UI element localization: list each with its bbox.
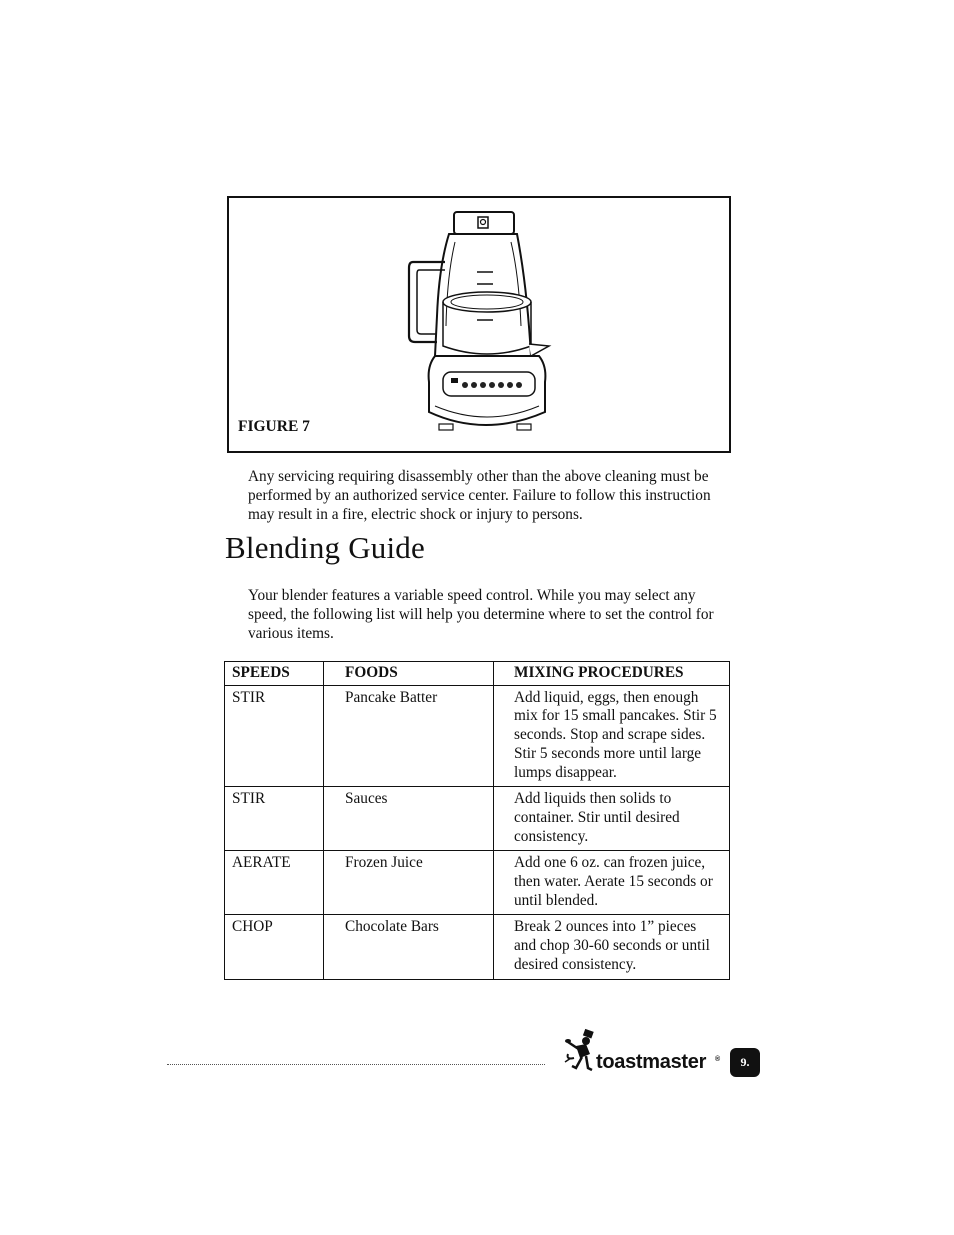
- blending-guide-table: [224, 661, 730, 980]
- cell-food: Chocolate Bars: [324, 915, 494, 979]
- brand-wordmark: toastmaster: [596, 1051, 707, 1073]
- blender-illustration: [399, 206, 559, 438]
- service-note: Any servicing requiring disassembly other than the above cleaning must be performed by an authorized service center. Failure to follow this instruction may result in a fire, electric shock or injury to persons.: [248, 468, 711, 523]
- header-foods: FOODS: [324, 662, 494, 686]
- footer-dotted-rule: [167, 1064, 545, 1065]
- chef-mascot-icon: [562, 1028, 596, 1080]
- figure-label: FIGURE 7: [238, 418, 310, 435]
- header-mixing-procedures: MIXING PROCEDURES: [494, 662, 730, 686]
- header-speeds: SPEEDS: [225, 662, 324, 686]
- cell-food: Pancake Batter: [324, 685, 494, 787]
- section-intro: Your blender features a variable speed control. While you may select any speed, the following list will help you determine where to set the control for various items.: [248, 587, 714, 642]
- table-row: [225, 851, 730, 915]
- cell-speed: STIR: [225, 787, 324, 851]
- cell-food: Frozen Juice: [324, 851, 494, 915]
- figure-7-box: [227, 196, 731, 453]
- table-header-row: [225, 662, 730, 686]
- page-number: 9.: [730, 1048, 760, 1077]
- cell-food: Sauces: [324, 787, 494, 851]
- cell-procedure: Add one 6 oz. can frozen juice, then water. Aerate 15 seconds or until blended.: [494, 851, 730, 915]
- section-title: Blending Guide: [225, 530, 425, 565]
- cell-speed: AERATE: [225, 851, 324, 915]
- table-row: [225, 685, 730, 787]
- cell-procedure: Add liquid, eggs, then enough mix for 15 small pancakes. Stir 5 seconds. Stop and scrape sides. Stir 5 seconds more until large lumps disappear.: [494, 685, 730, 787]
- cell-procedure: Add liquids then solids to container. Stir until desired consistency.: [494, 787, 730, 851]
- cell-speed: CHOP: [225, 915, 324, 979]
- registered-mark: ®: [715, 1056, 721, 1063]
- table-row: [225, 787, 730, 851]
- table-row: [225, 915, 730, 979]
- cell-procedure: Break 2 ounces into 1” pieces and chop 30-60 seconds or until desired consistency.: [494, 915, 730, 979]
- cell-speed: STIR: [225, 685, 324, 787]
